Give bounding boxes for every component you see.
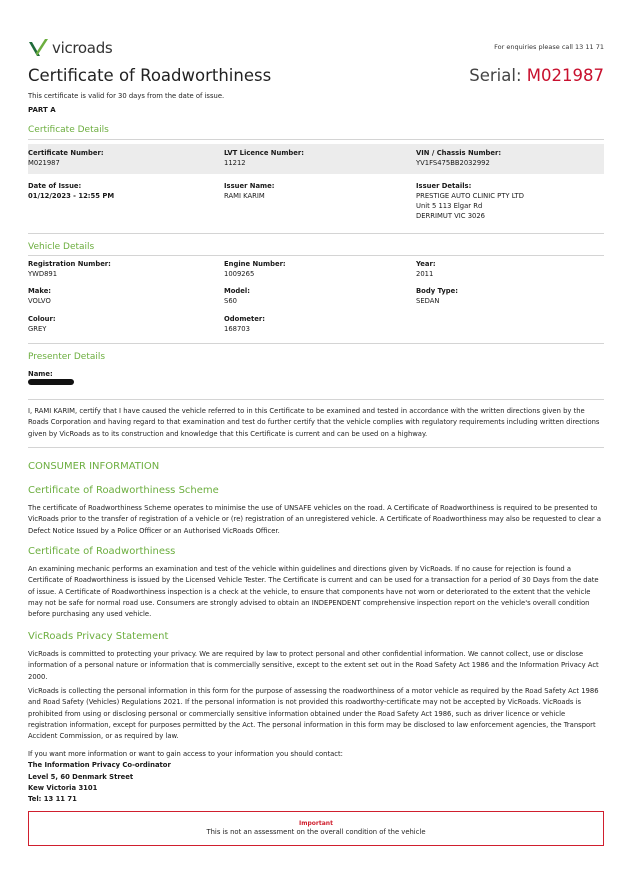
field-value: M021987 (28, 159, 60, 167)
issuer-address-line: DERRIMUT VIC 3026 (416, 212, 485, 220)
privacy-heading: VicRoads Privacy Statement (28, 631, 169, 642)
certificate-text: An examining mechanic performs an examination and test of the vehicle within guidelines and directions given by VicRoads. If no cause for rejection is found a Certificate of Roadworthiness is issued by the Licensed Vehicle Tester. The Certificate is current and can be used for a transaction for a period of 30 Days from the date of issue. A Certificate of Roadworthiness inspection is a check at the vehicle, to ensure that components have not worn or deteriorated to the extent that the vehicle may not be safe for normal road use. Consumers are strongly advised to obtain an INDEPENDENT comprehensive inspection report on the vehicle's overall condition before purchasing any used vehicle. (28, 565, 599, 619)
contact-intro: If you want more information or want to gain access to your information you should contact: (28, 750, 343, 758)
divider (28, 139, 604, 140)
field-value: GREY (28, 325, 47, 333)
registration-number-field (28, 259, 111, 279)
field-label: Date of Issue: (28, 182, 82, 190)
field-label: Model: (224, 287, 250, 295)
field-label: Certificate Number: (28, 149, 104, 157)
divider (28, 399, 604, 400)
field-value: YWD891 (28, 270, 58, 278)
year-field (416, 259, 436, 279)
field-label: Engine Number: (224, 260, 286, 268)
contact-line: Kew Victoria 3101 (28, 783, 98, 792)
serial (469, 66, 604, 85)
issuer-name-field (224, 181, 274, 201)
certificate-number-field (28, 148, 104, 168)
date-of-issue-field (28, 181, 114, 201)
page-title: Certificate of Roadworthiness (28, 66, 272, 85)
enquiries-text: For enquiries please call 13 11 71 (494, 43, 604, 51)
certificate-details-band (28, 144, 604, 174)
vicroads-check-icon (28, 38, 50, 58)
serial-label: Serial: (469, 66, 522, 85)
divider (28, 343, 604, 344)
field-label: Odometer: (224, 315, 265, 323)
presenter-details-heading: Presenter Details (28, 352, 106, 362)
field-label: VIN / Chassis Number: (416, 149, 502, 157)
certificate-heading: Certificate of Roadworthiness (28, 546, 176, 557)
vehicle-details-heading: Vehicle Details (28, 242, 95, 252)
make-field (28, 286, 51, 306)
scheme-text: The certificate of Roadworthiness Scheme operates to minimise the use of UNSAFE vehicles on the road. A Certificate of Roadworthiness is required to be presented to VicRoads prior to the transfer of registration of a vehicle or (re) registration of an unregistered vehicle. A Certificate of Roadworthiness may also be requested to clear a Defect Notice Issued by a Police Officer or an Authorised VicRoads Officer. (28, 504, 602, 535)
field-value: YV1FS475BB2032992 (416, 159, 490, 167)
field-label: Body Type: (416, 287, 458, 295)
redacted-name (28, 379, 74, 385)
certificate-details-heading: Certificate Details (28, 125, 109, 135)
field-label: Colour: (28, 315, 56, 323)
odometer-field (224, 314, 265, 334)
certification-statement: I, RAMI KARIM, certify that I have caused the vehicle referred to in this Certificate to be examined and tested in accordance with the written directions given by the Roads Corporation and having regard to that examination and test do further certify that the vehicle complies with regulatory requirements including written directions given by VicRoads as to its construction and knowledge that this Certificate is current and can be used on a highway. (28, 407, 600, 438)
divider (28, 447, 604, 448)
logo-text: vicroads (52, 39, 113, 57)
field-value: 168703 (224, 325, 250, 333)
field-label: Make: (28, 287, 52, 295)
contact-line: Tel: 13 11 71 (28, 795, 77, 804)
field-label: LVT Licence Number: (224, 149, 304, 157)
model-field (224, 286, 250, 306)
divider (28, 255, 604, 256)
presenter-name-field (28, 369, 53, 379)
issuer-address-line: Unit 5 113 Elgar Rd (416, 202, 483, 210)
lvt-licence-field (224, 148, 304, 168)
field-value: VOLVO (28, 297, 51, 305)
consumer-information-heading: CONSUMER INFORMATION (28, 461, 160, 472)
contact-line: Level 5, 60 Denmark Street (28, 772, 134, 781)
field-value: RAMI KARIM (224, 192, 265, 200)
field-value: 1009265 (224, 270, 255, 278)
divider (28, 233, 604, 234)
field-value: SEDAN (416, 297, 440, 305)
contact-line: The Information Privacy Co-ordinator (28, 761, 171, 770)
field-value: 01/12/2023 - 12:55 PM (28, 192, 115, 200)
privacy-text-2: VicRoads is collecting the personal information in this form for the purpose of assessing the roadworthiness of a motor vehicle as required by the Road Safety Act 1986 and Road Safety (Vehicles) Regulations 2021. If the personal information is not provided this roadworthy-certificate may not be accepted by VicRoads. VicRoads is prohibited from using or disclosing personal or commercially sensitive information obtained under the Road Safety Act 1986, such as driver licence or vehicle registration information, except for purposes permitted by the Act. The personal information in this form may be disclosed to law enforcement agencies, the Transport Accident Commission, or as required by law. (28, 687, 599, 741)
important-title: Important (299, 820, 333, 827)
field-label: Registration Number: (28, 260, 111, 268)
scheme-heading: Certificate of Roadworthiness Scheme (28, 485, 219, 496)
issuer-details-field (416, 181, 524, 221)
field-label: Year: (416, 260, 436, 268)
serial-number: M021987 (526, 66, 604, 85)
vin-field (416, 148, 501, 168)
engine-number-field (224, 259, 286, 279)
issuer-address-line: PRESTIGE AUTO CLINIC PTY LTD (416, 192, 524, 200)
important-notice (28, 811, 604, 846)
vicroads-logo (28, 38, 112, 58)
field-value: 2011 (416, 270, 434, 278)
contact-block (28, 749, 343, 805)
field-label: Issuer Name: (224, 182, 275, 190)
part-label: PART A (28, 106, 56, 114)
privacy-text-1: VicRoads is committed to protecting your privacy. We are required by law to protect personal and other confidential information. We cannot collect, use or disclose information of a personal nature or information that is commercially sensitive, except to the extent set out in the Road Safety Act 1986 and the Information Privacy Act 2000. (28, 650, 599, 681)
body-type-field (416, 286, 458, 306)
field-label: Name: (28, 370, 53, 378)
colour-field (28, 314, 56, 334)
field-label: Issuer Details: (416, 182, 472, 190)
validity-note: This certificate is valid for 30 days from the date of issue. (28, 92, 225, 100)
field-value: S60 (224, 297, 237, 305)
field-value: 11212 (224, 159, 246, 167)
important-text: This is not an assessment on the overall condition of the vehicle (206, 828, 426, 836)
